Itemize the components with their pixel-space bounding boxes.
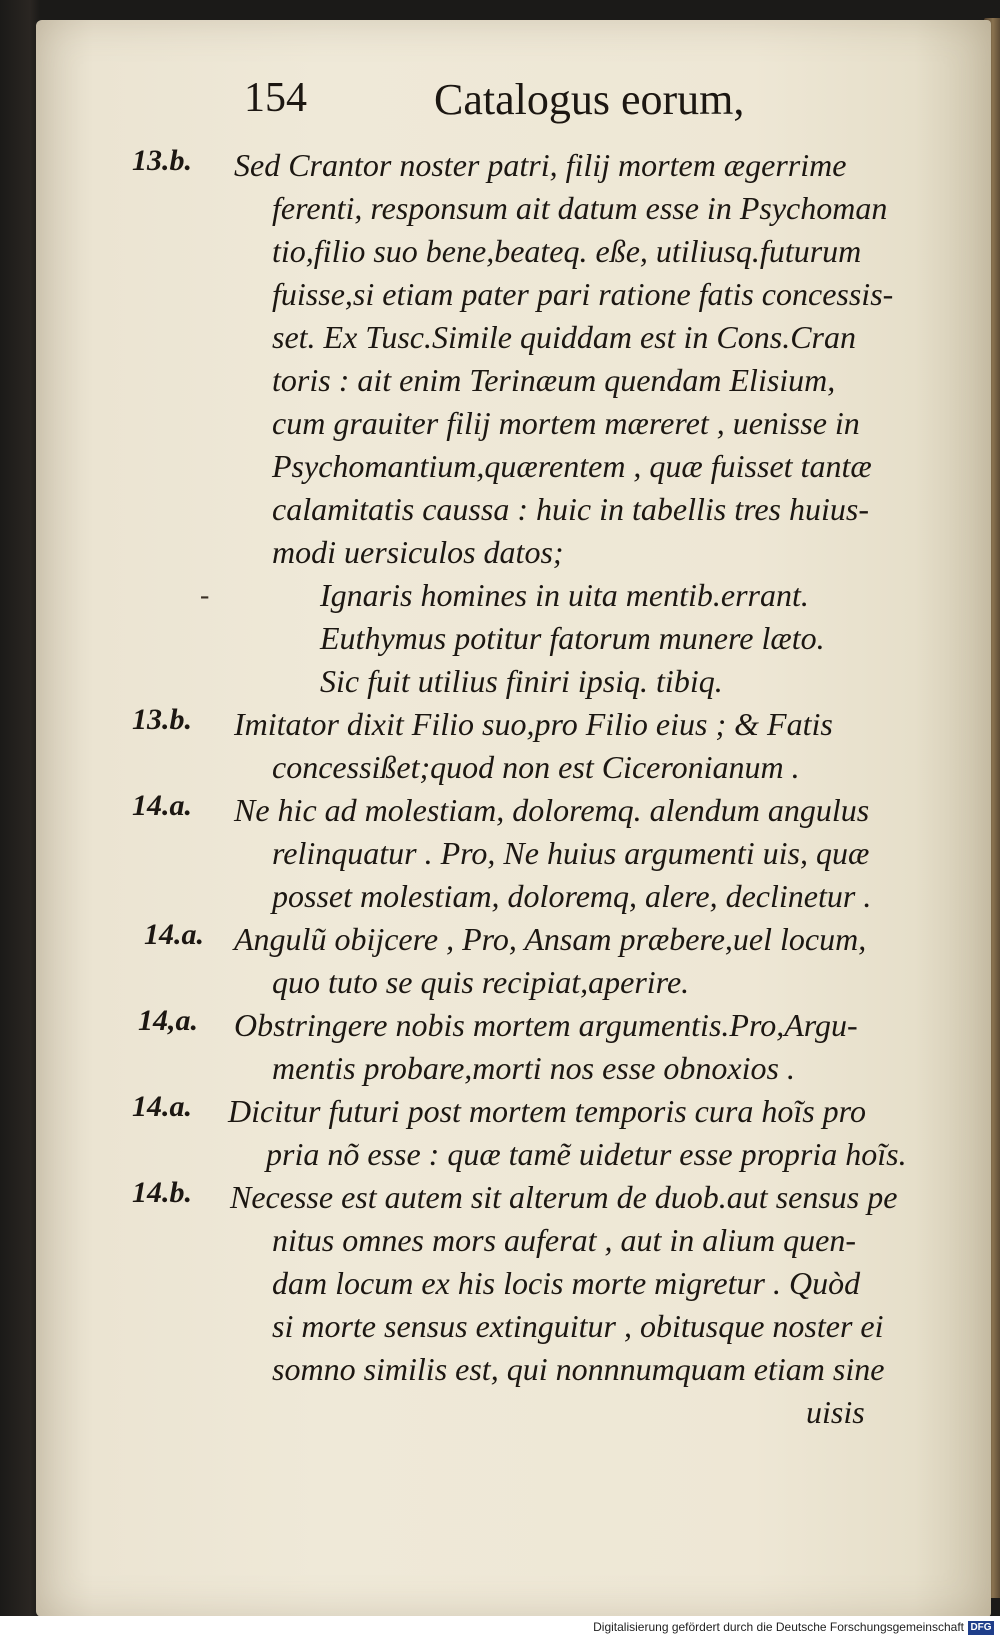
page-header [36,74,991,138]
entry-line: tio,filio suo bene,beateq. eße, utiliusq.futurum [272,233,862,269]
entry-reference: 14,a. [138,1004,198,1037]
verse-text: Ignaris homines in uita mentib.errant. [320,577,809,613]
entry-line: Dicitur futuri post mortem temporis cura hoĩs pro [228,1093,866,1129]
entry-line: Obstringere nobis mortem argumentis.Pro,Argu- [234,1007,858,1043]
entry-reference: 14.a. [132,1090,192,1123]
entry-line: Psychomantium,quærentem , quæ fuisset tantæ [272,448,872,484]
entry-line: calamitatis caussa : huic in tabellis tres huius- [272,491,869,527]
catalogue-entries [36,144,991,1434]
entry-line: ferenti, responsum ait datum esse in Psychoman [272,190,888,226]
entry-reference: 14.a. [144,918,204,951]
catalogue-entry [36,918,991,1004]
verse-line [36,574,991,617]
entry-line: Ne hic ad molestiam, doloremq. alendum angulus [234,792,870,828]
catalogue-entry [36,789,991,918]
catalogue-entry [36,1176,991,1434]
entry-line: modi uersiculos datos; [272,534,564,570]
entry-line: relinquatur . Pro, Ne huius argumenti uis, quæ [272,835,870,871]
entry-reference: 13.b. [132,144,192,177]
entry-line: concessißet;quod non est Ciceronianum . [272,749,800,785]
catchword: uisis [806,1394,865,1430]
entry-line: Sed Crantor noster patri, filij mortem ægerrime [234,147,847,183]
footer-bar [0,1616,1000,1638]
entry-line: Angulũ obijcere , Pro, Ansam præbere,uel locum, [234,921,867,957]
folio-number: 154 [244,75,307,121]
catalogue-entry [36,144,991,703]
entry-line: nitus omnes mors auferat , aut in alium quen- [272,1222,856,1258]
entry-line: posset molestiam, doloremq, alere, declinetur . [272,878,872,914]
entry-line: set. Ex Tusc.Simile quiddam est in Cons.Cran [272,319,856,355]
verse-dash: - [200,580,210,611]
entry-line: dam locum ex his locis morte migretur . Quòd [272,1265,861,1301]
entry-line: Necesse est autem sit alterum de duob.aut sensus pe [230,1179,898,1215]
catalogue-entry [36,703,991,789]
catalogue-entry [36,1090,991,1176]
entry-line: Imitator dixit Filio suo,pro Filio eius ; & Fatis [234,706,833,742]
dfg-logo: DFG [968,1621,994,1635]
book-page [36,20,991,1617]
funding-notice: Digitalisierung gefördert durch die Deutsche Forschungsgemeinschaft [593,1620,964,1634]
entry-reference: 14.b. [132,1176,192,1209]
entry-line: pria nõ esse : quæ tamẽ uidetur esse propria hoĩs. [266,1136,907,1172]
entry-reference: 13.b. [132,703,192,736]
verse-line: Sic fuit utilius finiri ipsiq. tibiq. [320,663,723,699]
verse-line: Euthymus potitur fatorum munere læto. [320,620,825,656]
entry-line: si morte sensus extinguitur , obitusque noster ei [272,1308,884,1344]
entry-line: cum grauiter filij mortem mæreret , uenisse in [272,405,860,441]
entry-line: mentis probare,morti nos esse obnoxios . [272,1050,795,1086]
running-title: Catalogus eorum, [434,75,745,124]
entry-line: somno similis est, qui nonnnumquam etiam sine [272,1351,885,1387]
entry-line: fuisse,si etiam pater pari ratione fatis concessis- [272,276,894,312]
entry-line: quo tuto se quis recipiat,aperire. [272,964,690,1000]
catalogue-entry [36,1004,991,1090]
entry-reference: 14.a. [132,789,192,822]
entry-line: toris : ait enim Terinæum quendam Elisium, [272,362,836,398]
